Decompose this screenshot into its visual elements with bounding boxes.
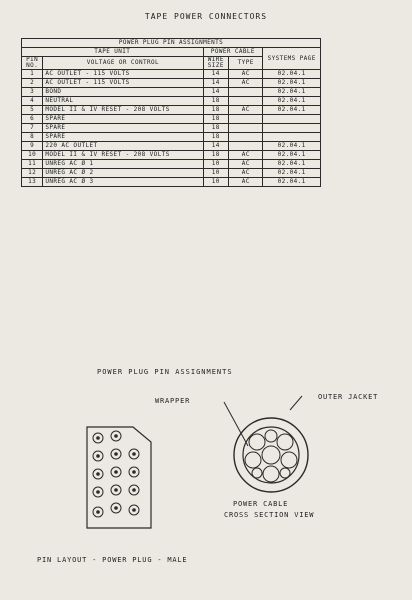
wrapper-leader-line [224,402,248,446]
pin-no-header: PIN NO. [22,57,43,70]
wire-size-cell: 14 [203,79,229,88]
systems-page-cell: 02.04.1 [263,88,321,97]
voltage-cell: AC OUTLET - 115 VOLTS [43,79,203,88]
table-row [22,124,321,133]
voltage-header: VOLTAGE OR CONTROL [43,57,203,70]
wire-size-cell: 18 [203,124,229,133]
wire-size-cell: 14 [203,88,229,97]
systems-page-cell [263,133,321,142]
conductor [249,434,265,450]
cable-cross-section [190,390,350,500]
voltage-cell: 220 AC OUTLET [43,142,203,151]
plug-pin [111,503,121,513]
pin-number-cell: 8 [22,133,43,142]
table-row [22,79,321,88]
type-cell: AC [229,151,263,160]
conductor [263,466,279,482]
wire-size-cell: 18 [203,151,229,160]
plug-pin [111,449,121,459]
tape-unit-header: TAPE UNIT [22,48,204,57]
pin-number-cell: 4 [22,97,43,106]
table-row [22,70,321,79]
table-row [22,115,321,124]
table-row [22,88,321,97]
voltage-cell: SPARE [43,124,203,133]
wire-size-cell: 10 [203,160,229,169]
conductor [252,468,262,478]
plug-pin [111,431,121,441]
plug-pin [93,487,103,497]
type-cell: AC [229,178,263,187]
jacket-leader-line [290,396,302,410]
conductor [265,430,277,442]
type-cell [229,124,263,133]
voltage-cell: UNREG AC Ø 1 [43,160,203,169]
table-caption: POWER PLUG PIN ASSIGNMENTS [22,39,321,48]
voltage-cell: SPARE [43,133,203,142]
cable-caption-line1: POWER CABLE [233,500,289,508]
type-cell: AC [229,169,263,178]
pin-number-cell: 9 [22,142,43,151]
table-row [22,151,321,160]
type-cell [229,115,263,124]
wire-size-cell: 18 [203,106,229,115]
plug-pin [129,467,139,477]
voltage-cell: MODEL II & IV RESET - 208 VOLTS [43,151,203,160]
type-cell: AC [229,70,263,79]
table-row [22,133,321,142]
pin-number-cell: 1 [22,70,43,79]
wire-size-cell: 14 [203,142,229,151]
systems-page-cell: 02.04.1 [263,106,321,115]
wire-size-cell: 10 [203,178,229,187]
voltage-cell: MODEL II & IV RESET - 208 VOLTS [43,106,203,115]
cable-conductors [245,430,297,482]
conductor [262,446,280,464]
pin-number-cell: 6 [22,115,43,124]
conductor [245,452,261,468]
wire-size-cell: 14 [203,70,229,79]
type-header: TYPE [229,57,263,70]
type-cell [229,97,263,106]
systems-page-header: SYSTEMS PAGE [263,48,321,70]
plug-pin [111,467,121,477]
outer-jacket-label: OUTER JACKET [318,393,379,401]
conductor [277,434,293,450]
table-row [22,106,321,115]
plug-pin [93,507,103,517]
conductor [281,452,297,468]
systems-page-cell [263,115,321,124]
wire-size-header: WIRE SIZE [203,57,229,70]
pin-number-cell: 7 [22,124,43,133]
plug-pin [129,449,139,459]
table-row [22,160,321,169]
table-row [22,169,321,178]
systems-page-cell: 02.04.1 [263,70,321,79]
plug-pin [111,485,121,495]
cable-caption-line2: CROSS SECTION VIEW [224,511,315,519]
document-title: TAPE POWER CONNECTORS [144,12,268,21]
systems-page-cell: 02.04.1 [263,169,321,178]
type-cell: AC [229,106,263,115]
wrapper-ring [243,427,299,483]
outer-jacket-ring [234,418,308,492]
wire-size-cell: 10 [203,169,229,178]
plug-caption: PIN LAYOUT - POWER PLUG - MALE [37,556,188,564]
voltage-cell: NEUTRAL [43,97,203,106]
plug-pin-layout [84,424,154,536]
pin-number-cell: 11 [22,160,43,169]
voltage-cell: AC OUTLET - 115 VOLTS [43,70,203,79]
plug-pin [93,433,103,443]
systems-page-cell: 02.04.1 [263,178,321,187]
pin-number-cell: 12 [22,169,43,178]
wire-size-cell: 18 [203,97,229,106]
pin-number-cell: 13 [22,178,43,187]
pin-assignment-table [21,38,321,187]
type-cell: AC [229,79,263,88]
table-row [22,142,321,151]
type-cell [229,142,263,151]
table-row [22,97,321,106]
systems-page-cell: 02.04.1 [263,97,321,106]
table-row [22,178,321,187]
plug-pin [129,505,139,515]
voltage-cell: BOND [43,88,203,97]
voltage-cell: UNREG AC Ø 3 [43,178,203,187]
plug-pin [93,469,103,479]
type-cell [229,133,263,142]
plug-pin [93,451,103,461]
voltage-cell: UNREG AC Ø 2 [43,169,203,178]
plug-pin [129,485,139,495]
systems-page-cell: 02.04.1 [263,160,321,169]
wire-size-cell: 18 [203,115,229,124]
systems-page-cell: 02.04.1 [263,79,321,88]
pin-number-cell: 2 [22,79,43,88]
diagram-title: POWER PLUG PIN ASSIGNMENTS [97,368,233,376]
wrapper-label: WRAPPER [155,397,191,405]
type-cell [229,88,263,97]
pin-number-cell: 3 [22,88,43,97]
pin-number-cell: 10 [22,151,43,160]
power-cable-header: POWER CABLE [203,48,263,57]
systems-page-cell: 02.04.1 [263,142,321,151]
pin-number-cell: 5 [22,106,43,115]
systems-page-cell [263,124,321,133]
wire-size-cell: 18 [203,133,229,142]
voltage-cell: SPARE [43,115,203,124]
plug-pins [93,431,139,517]
conductor [280,468,290,478]
type-cell: AC [229,160,263,169]
systems-page-cell: 02.04.1 [263,151,321,160]
